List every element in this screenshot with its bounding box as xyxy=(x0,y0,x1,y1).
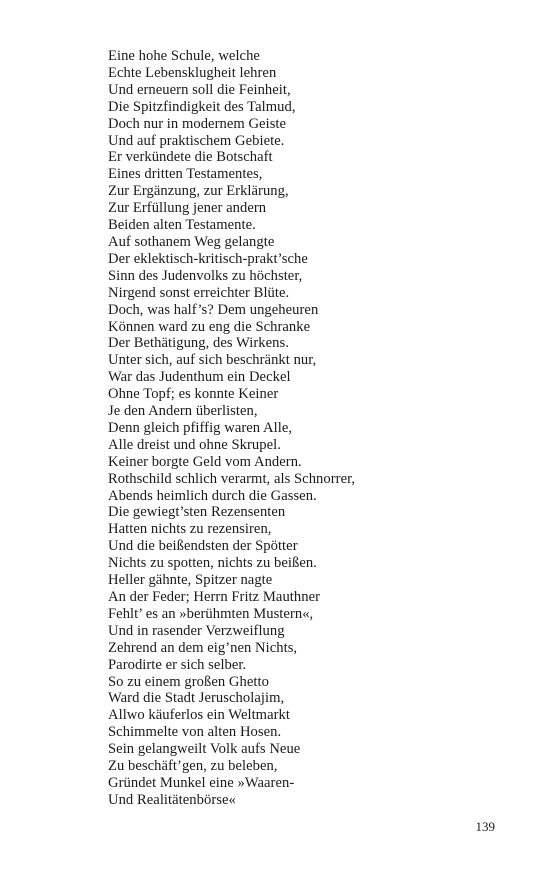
poem-line: So zu einem großen Ghetto xyxy=(108,673,269,690)
poem-line: Auf sothanem Weg gelangte xyxy=(108,233,275,250)
poem-line: Zur Ergänzung, zur Erklärung, xyxy=(108,183,289,200)
poem-line: Sinn des Judenvolks zu höchster, xyxy=(108,267,303,284)
poem-line: Echte Lebensklugheit lehren xyxy=(108,64,277,81)
poem-line: Schimmelte von alten Hosen. xyxy=(108,724,282,741)
poem-line: Doch, was half’s? Dem ungeheuren xyxy=(108,301,319,318)
poem-line: Und erneuern soll die Feinheit, xyxy=(108,81,291,98)
poem-line: Alle dreist und ohne Skrupel. xyxy=(108,436,281,453)
poem-line: Nichts zu spotten, nichts zu beißen. xyxy=(108,555,317,572)
poem-line: Eine hohe Schule, welche xyxy=(108,48,260,64)
poem-line: Doch nur in modernem Geiste xyxy=(108,115,287,132)
poem-line: Ward die Stadt Jeruscholajim, xyxy=(108,690,285,707)
poem-line: Je den Andern überlisten, xyxy=(108,403,258,420)
poem-line: Zu beschäft’gen, zu beleben, xyxy=(108,758,278,775)
poem-line: Und in rasender Verzweiflung xyxy=(108,622,285,639)
poem-line: Sein gelangweilt Volk aufs Neue xyxy=(108,741,301,758)
poem-line: Eines dritten Testamentes, xyxy=(108,166,263,183)
poem-line: Nirgend sonst erreichter Blüte. xyxy=(108,284,290,301)
poem-line: Die Spitzfindigkeit des Talmud, xyxy=(108,98,296,115)
poem-line: An der Feder; Herrn Fritz Mauthner xyxy=(108,589,321,605)
poem-line: Der Bethätigung, des Wirkens. xyxy=(108,335,289,352)
poem-line: Abends heimlich durch die Gassen. xyxy=(108,487,317,504)
poem-line: Gründet Munkel eine »Waaren- xyxy=(108,774,295,791)
poem-line: Rothschild schlich verarmt, als Schnorrer, xyxy=(108,470,356,487)
poem-line: Beiden alten Testamente. xyxy=(108,217,256,234)
poem-line: Und auf praktischem Gebiete. xyxy=(108,132,285,149)
poem-line: Können ward zu eng die Schranke xyxy=(108,318,311,335)
poem-text xyxy=(108,48,355,809)
poem-line: Fehlt’ es an »berühmten Mustern«, xyxy=(108,605,314,622)
page-number: 139 xyxy=(475,819,495,834)
poem-line: Keiner borgte Geld vom Andern. xyxy=(108,453,302,470)
poem-line: Denn gleich pfiffig waren Alle, xyxy=(108,419,293,436)
poem-line: Zur Erfüllung jener andern xyxy=(108,200,267,217)
poem-line: Die gewiegt’sten Rezensenten xyxy=(108,504,286,521)
poem-line: Parodirte er sich selber. xyxy=(108,656,247,673)
poem-line: Zehrend an dem eig’nen Nichts, xyxy=(108,639,298,656)
poem-line: War das Judenthum ein Deckel xyxy=(108,369,291,386)
poem-line: Unter sich, auf sich beschränkt nur, xyxy=(108,352,317,369)
poem-line: Hatten nichts zu rezensiren, xyxy=(108,521,272,538)
poem-line: Er verkündete die Botschaft xyxy=(108,149,273,166)
poem-line: Ohne Topf; es konnte Keiner xyxy=(108,386,279,403)
poem-line: Heller gähnte, Spitzer nagte xyxy=(108,572,273,589)
poem-line: Und Realitätenbörse« xyxy=(108,791,236,808)
poem-line: Und die beißendsten der Spötter xyxy=(108,538,298,555)
poem-line: Der eklektisch-kritisch-prakt’sche xyxy=(108,250,308,267)
poem-line: Allwo käuferlos ein Weltmarkt xyxy=(108,707,290,724)
